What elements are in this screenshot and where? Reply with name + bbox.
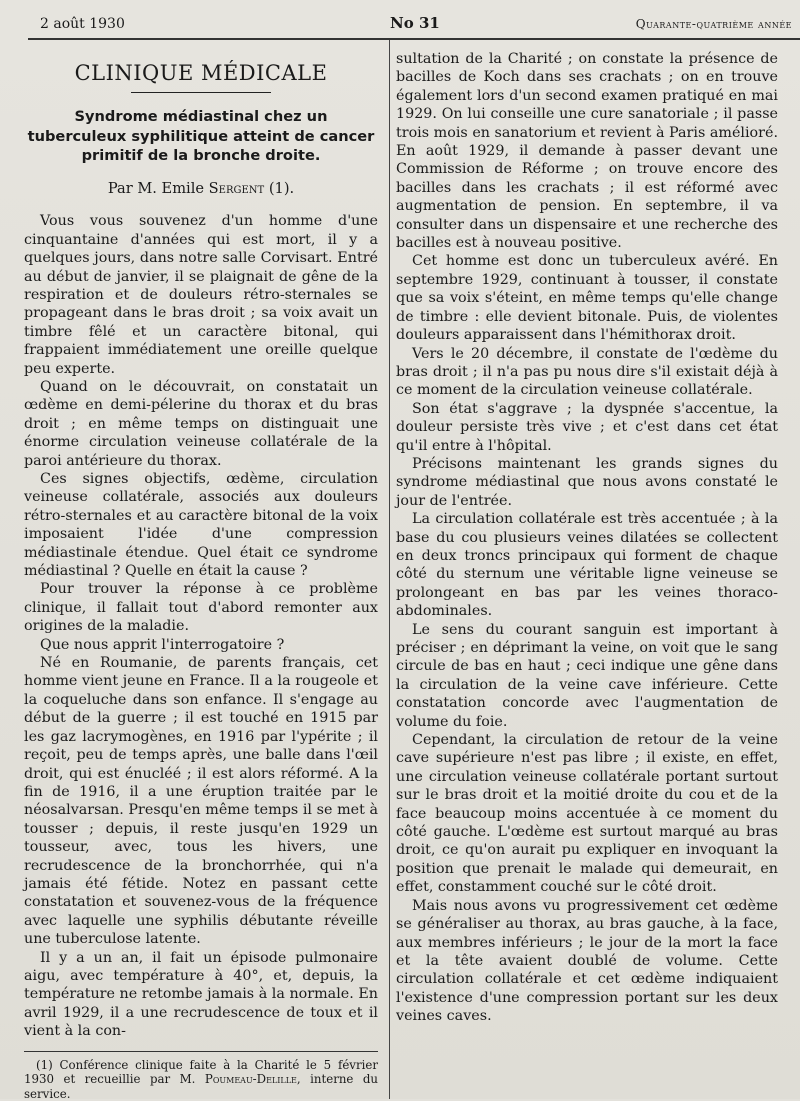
footnote-rule	[24, 1051, 378, 1052]
running-head	[32, 14, 792, 36]
paragraph: Précisons maintenant les grands signes du syndrome médiastinal que nous avons constaté le jour de l'entrée.	[396, 455, 778, 509]
paragraph: Né en Roumanie, de parents français, cet homme vient jeune en France. Il a la rougeole et la coqueluche dans son enfance. Il s'engage au début de la guerre ; il est touché en 1915 par les gaz lacrymogènes, en 1916 par l'ypérite ; il reçoit, peu de temps après, une balle dans l'œil droit, qui est énucléé ; il est alors réformé. A la fin de 1916, il a une éruption traitée par le néosalvarsan. Presqu'en même temps il se met à tousser ; depuis, il reste jusqu'en 1929 un tousseur, avec, tous les hivers, une recrudescence de la bronchorrhée, qui n'a jamais été fétide. Notez en passant cette constatation et souvenez-vous de la fréquence avec laquelle une syphilis débutante réveille une tuberculose latente.	[24, 655, 378, 948]
paragraph: Il y a un an, il fait un épisode pulmonaire aigu, avec température à 40°, et, depuis, la température ne retombe jamais à la normale. En avril 1929, il a une recrudescence de toux et il vient à la con-	[24, 949, 378, 1040]
paragraph: Son état s'aggrave ; la dyspnée s'accentue, la douleur persiste très vive ; et c'est dans cet état qu'il entre à l'hôpital.	[396, 400, 778, 454]
issue-date: 2 août 1930	[40, 16, 125, 32]
paragraph: La circulation collatérale est très accentuée ; à la base du cou plusieurs veines dilatées se collectent en deux troncs principaux qui forment de chaque côté du sternum une véritable ligne veineuse se prolongeant en bas par les veines thoraco-abdominales.	[396, 511, 778, 620]
footnote-name: Poumeau-Delille	[204, 1072, 297, 1087]
issue-number: No 31	[390, 14, 440, 32]
footnote	[24, 1058, 378, 1101]
paragraph: Cependant, la circulation de retour de la veine cave supérieure n'est pas libre ; il existe, en effet, une circulation veineuse collatérale portant surtout sur le bras droit et la moitié droite du cou et de la face beaucoup moins accentuée à ce moment du côté gauche. L'œdème est surtout marqué au bras droit, ce qu'on aurait pu expliquer en invoquant la position que prenait le malade qui demeurait, en effet, constamment couché sur le côté droit.	[396, 732, 778, 896]
publication-year: Quarante-quatrième année	[635, 17, 792, 31]
left-column	[24, 48, 378, 1101]
author-name: Sergent	[208, 179, 265, 197]
byline-prefix: Par M. Emile	[107, 179, 205, 197]
paragraph: Quand on le découvrait, on constatait un œdème en demi-pélerine du thorax et du bras droit ; en même temps on distinguait une énorme circulation veineuse collatérale de la paroi antérieure du thorax.	[24, 378, 378, 469]
footnote-text: (1) Conférence clinique faite à la Charité le 5 février 1930 et recueillie par M.	[24, 1057, 378, 1087]
paragraph: Pour trouver la réponse à ce problème clinique, il fallait tout d'abord remonter aux origines de la maladie.	[24, 581, 378, 635]
paragraph: Le sens du courant sanguin est important à préciser ; en déprimant la veine, on voit que le sang circule de bas en haut ; ceci indique une gêne dans la circulation de la veine cave inférieure. Cette constatation concorde avec l'augmentation de volume du foie.	[396, 621, 778, 730]
paragraph: Que nous apprit l'interrogatoire ?	[40, 636, 285, 653]
paragraph: Mais nous avons vu progressivement cet œdème se généraliser au thorax, au bras gauche, à la face, aux membres inférieurs ; le jour de la mort la face et la tête avaient doublé de volume. Cette circulation collatérale et cet œdème indiquaient l'existence d'une compression portant sur les deux veines caves.	[396, 897, 778, 1025]
footnote-tail: , interne du service.	[24, 1072, 378, 1101]
paragraph: Vers le 20 décembre, il constate de l'œdème du bras droit ; il n'a pas pu nous dire s'il existait déjà à ce moment de la circulation veineuse collatérale.	[396, 345, 778, 399]
paragraph: Ces signes objectifs, œdème, circulation veineuse collatérale, associés aux douleurs rétro-sternales et au caractère bitonal de la voix imposaient l'idée d'une compression médiastinale étendue. Quel était ce syndrome médiastinal ? Quelle en était la cause ?	[24, 471, 378, 580]
header-rule	[28, 38, 800, 40]
byline	[24, 180, 378, 198]
section-title: CLINIQUE MÉDICALE	[74, 61, 328, 85]
right-column	[396, 50, 778, 1026]
paragraph-continuation: sultation de la Charité ; on constate la présence de bacilles de Koch dans ses crachats ; on en trouve également lors d'un second examen pratiqué en mai 1929. On lui conseille une cure sanatoriale ; il passe trois mois en sanatorium et revient à Paris amélioré. En août 1929, il demande à passer devant une Commission de Réforme ; on trouve encore des bacilles dans les crachats ; il est réformé avec augmentation de pension. En septembre, il va consulter dans un dispensaire et une recherche des bacilles est à nouveau positive.	[396, 51, 778, 252]
paragraph: Cet homme est donc un tuberculeux avéré. En septembre 1929, continuant à tousser, il constate que sa voix s'éteint, en même temps qu'elle change de timbre : elle devient bitonale. Puis, de violentes douleurs apparaissent dans l'hémithorax droit.	[396, 253, 778, 344]
column-divider	[389, 40, 390, 1099]
title-rule	[131, 92, 271, 93]
paragraph: Vous vous souvenez d'un homme d'une cinquantaine d'années qui est mort, il y a quelques jours, dans notre salle Corvisart. Entré au début de janvier, il se plaignait de gêne de la respiration et de douleurs rétro-sternales se propageant dans le bras droit ; sa voix avait un timbre fêlé et un caractère bitonal, qui frappaient immédiatement une oreille quelque peu experte.	[24, 213, 378, 377]
byline-suffix: (1).	[268, 179, 295, 197]
article-title: Syndrome médiastinal chez un tuberculeux syphilitique atteint de cancer primitif de la bronche droite.	[27, 108, 375, 165]
